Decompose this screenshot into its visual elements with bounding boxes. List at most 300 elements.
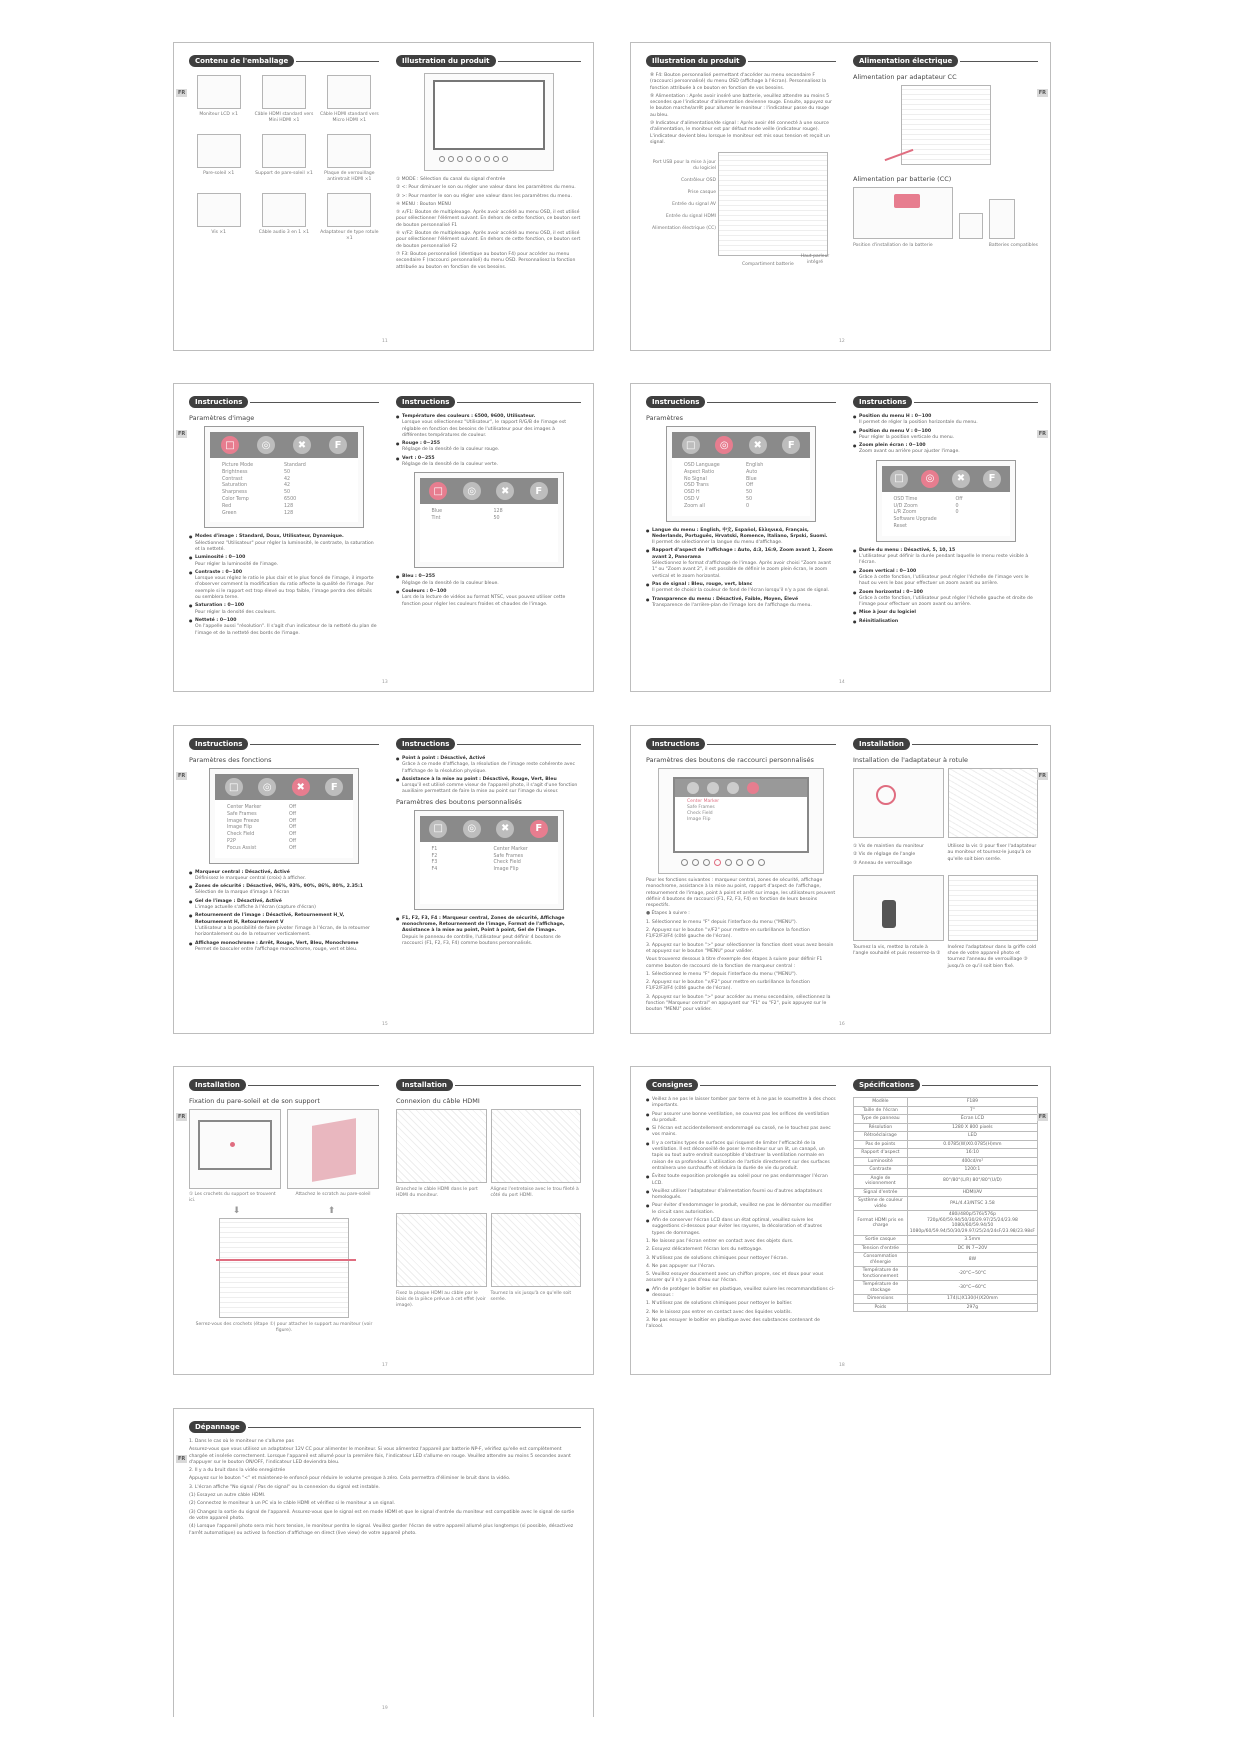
spec-row [854,1106,1038,1115]
picture-tab-icon: □ [221,436,239,454]
spec-row [854,1166,1038,1175]
safety-item: 1. Ne laissez pas l'écran entrer en contact avec des objets durs. [646,1238,794,1244]
package-item [320,134,379,183]
hdmi-caption-1: Branchez le câble HDMI dans le port HDMI du moniteur. [396,1187,478,1198]
list-item [853,610,1038,616]
page-16 [630,725,1051,1034]
list-item [396,414,581,439]
settings-tab-icon: ◎ [921,470,939,488]
osd-row [227,832,341,839]
section-title: Instructions [646,738,705,750]
page-number: 19 [382,1706,388,1711]
section-title: Installation [853,738,910,750]
mini-osd-row: Image Flip [687,817,711,822]
spec-value: 1200:1 [907,1166,1037,1175]
osd-row-value: English [746,463,764,468]
osd-row-key: L/R Zoom [893,510,917,516]
package-item-label: Plaque de verrouillage antiretrait HDMI ×1 [324,171,375,182]
arrow-down-icon: ⬇ [232,1206,241,1216]
settings-tab-icon: ◎ [463,482,481,500]
language-tag: FR [178,1114,186,1120]
package-item-drawing [197,193,241,227]
item-heading: Durée du menu : Désactivé, 5, 10, 15 [859,547,956,553]
function-tab-icon: F [983,470,1001,488]
osd-row [684,497,798,504]
osd-row [432,854,546,861]
osd-row [222,470,346,477]
spec-row [854,1188,1038,1197]
section-header [189,55,379,67]
osd-row-value: 0 [746,503,750,509]
osd-row [227,846,341,853]
settings-tab-icon: ◎ [463,820,481,838]
item-heading: Position du menu V : 0~100 [859,428,932,434]
shortcut-steps [646,878,836,1014]
section-title: Contenu de l'emballage [189,55,294,67]
specifications-table [853,1097,1038,1312]
osd-row-key: Center Marker [227,805,262,810]
paragraph: 1. Dans le cas où le moniteur ne s'allume pas [189,1439,294,1444]
osd-row [222,490,346,497]
osd-row-key: Image Freeze [227,818,260,824]
tools-tab-icon: ✖ [952,470,970,488]
list-item [853,548,1038,567]
language-tag: FR [1038,431,1046,437]
osd-row-key: Aspect Ratio [684,469,715,475]
safety-list [646,1097,836,1331]
page-number: 16 [839,1022,845,1027]
dc-adapter-drawing [901,85,991,165]
sunshade-caption-1: ① Les crochets du support se trouvent ici. [189,1192,276,1203]
spec-value: LED [907,1132,1037,1141]
item-heading: Gel de l'image : Désactivé, Activé [195,898,282,904]
mount-caption-4: Utilisez la vis ① pour fixer l'adaptateur au moniteur et tournez-le jusqu'à ce qu'elle soit bien serrée. [947,844,1037,862]
package-item [189,75,248,124]
list-item [189,603,379,616]
language-tag: FR [178,773,186,779]
osd-function-menu [209,768,359,864]
osd-row-value: 42 [284,476,291,482]
package-item [189,134,248,183]
item-text: Définissez le marqueur central (croix) à afficher. [195,875,306,881]
osd-row [684,470,798,477]
mount-caption-5: Tournez la vis, mettez la rotule à l'angle souhaité et puis resserrez-la ② [853,944,941,957]
item-heading: Pas de signal : Bleu, rouge, vert, blanc [652,581,753,587]
osd-row [894,517,998,524]
osd-row-value: 42 [284,483,291,489]
section-title: Instructions [189,396,248,408]
item-text: L'image actuelle s'affiche à l'écran (capture d'écran) [195,905,316,911]
osd-body [210,458,358,522]
page-13 [173,383,594,692]
osd-row [222,504,346,511]
spec-key: Rétroéclairage [854,1132,908,1141]
item-heading: Transparence du menu : Désactivé, Faible, Moyen, Élevé [652,596,799,602]
package-item-label: Câble HDMI standard vers Mini HDMI ×1 [254,112,314,123]
item-text: Pour régler la position verticale du menu. [859,434,955,440]
osd-row-value: Check Field [493,860,521,866]
osd-row-value: 50 [284,490,291,496]
page-number: 13 [382,680,388,685]
settings-list-3 [853,548,1038,625]
item-text: Transparence de l'arrière-plan de l'image lors de l'affichage du menu. [652,602,812,608]
safety-item: 1. N'utilisez pas de solutions chimiques pour nettoyer le boîtier. [646,1301,793,1307]
safety-item: ● Si l'écran est accidentellement endommagé ou cassé, ne le touchez pas avec vos mains. [646,1126,836,1139]
compatible-battery-1 [959,213,983,239]
dc-power-title: Alimentation par adaptateur CC [853,73,957,81]
language-tag: FR [178,431,186,437]
safety-item: ● Évitez toute exposition prolongée au soleil pour ne pas endommager l'écran LCD. [646,1174,836,1187]
osd-row-value: Auto [746,469,758,475]
osd-row-value: Off [289,845,297,851]
page-12 [630,42,1051,351]
list-item [189,941,379,954]
package-item-label: Pare-soleil ×1 [203,171,235,176]
list-item [189,618,379,637]
item-text: L'utilisateur a la possibilité de faire pivoter l'image à l'écran, de la retourner horizontalement ou de la retourner verticalement. [195,925,370,938]
osd-row-key: Tint [431,516,441,522]
spec-key: Température de stockage [854,1281,908,1295]
spec-key: Tension d'entrée [854,1244,908,1253]
spec-row [854,1157,1038,1166]
item-text: Grâce à cette fonction, l'utilisateur peut régler l'échelle gauche et droite de l'image pour effectuer un zoom avant ou arrière. [859,595,1033,608]
battery-drawings [853,187,1038,239]
page-19 [173,1408,594,1717]
spec-value: -20°C~50°C [907,1267,1037,1281]
spec-value: DC IN 7~20V [907,1244,1037,1253]
paragraph: 1. Sélectionnez le menu "F" depuis l'interface du menu ("MENU"). [646,919,798,925]
battery-compartment-label: Compartiment batterie [742,262,794,268]
hdmi-caption-2: Alignez l'entretoise avec le trou fileté à côté du port HDMI. [490,1187,579,1198]
tools-tab-icon: ✖ [749,436,767,454]
spec-row [854,1281,1038,1295]
page-number: 15 [382,1022,388,1027]
osd-row-key: Check Field [227,832,255,838]
osd-row-key: Zoom all [684,503,705,509]
paragraph: ● Étapes à suivre : [646,911,690,917]
paragraph: (4) Lorsque l'appareil photo sera mis hors tension, le moniteur perdra le signal. Veuillez garder l'écran de votre appareil allumé plus longtemps (si possible, désactivez l'arrêt automatique) ou activez la fonction d'affichage en direct (live view) de votre appareil photo. [189,1524,574,1536]
paragraph: ⑩ Indicateur d'alimentation/de signal : Après avoir été connecté à une source d'alimentation, le moniteur est par défaut mode veille (indicateur rouge). L'indicateur devient bleu lorsque le moniteur est mis sous tension et reçoit un signal. [650,121,830,145]
osd-row-key: F3 [431,860,438,866]
osd-row-key: Image Flip [227,825,253,831]
mount-caption-2: ② Vis de réglage de l'angle [853,852,916,858]
mount-caption-6: Insérez l'adaptateur dans la griffe cold shoe de votre appareil photo et tournez l'anneau de verrouillage ③ jusqu'à ce qu'il soit bien fixé. [947,944,1037,969]
settings-list [646,528,836,610]
language-tag: FR [178,1456,186,1462]
item-heading: F1, F2, F3, F4 : Marqueur central, Zones de sécurité, Affichage monochrome, Retournement de l'image, Format de l'affichage, Assistance à la mise au point, Point à point, Gel de l'image. [402,915,565,934]
item-heading: Zones de sécurité : Désactivé, 96%, 93%, 90%, 86%, 80%, 2.35:1 [195,884,364,890]
osd-body [420,504,558,562]
section-title: Instructions [396,396,455,408]
mini-osd-row: Check Field [687,811,713,816]
spec-value: HDMI/AV [907,1188,1037,1197]
page-number: 11 [382,339,388,344]
spec-row [854,1174,1038,1188]
package-item-drawing [262,75,306,109]
button-description-list [396,177,581,271]
image-params-list-3 [396,574,581,607]
osd-row-key: F1 [431,846,438,852]
package-item [320,75,379,124]
safety-item: ● Veillez à ne pas le laisser tomber par terre et à ne pas le soumettre à des chocs importants. [646,1097,836,1110]
monitor-assembled-drawing [219,1218,349,1318]
item-text: Depuis le panneau de contrôle, l'utilisateur peut définir 4 boutons de raccourci (F1, F2, F3, F4) comme boutons personnalisés. [402,934,561,946]
spec-row [854,1244,1038,1253]
item-heading: Point à point : Désactivé, Activé [402,756,486,761]
page-11 [173,42,594,351]
spec-value: 16:10 [907,1149,1037,1158]
page-18 [630,1066,1051,1375]
osd-row-value: Image Flip [493,867,519,873]
spec-row [854,1267,1038,1281]
osd-image-menu [204,426,364,528]
osd-row-key: Red [222,503,232,509]
list-item [853,569,1038,588]
function-list [189,870,379,954]
paragraph: 2. Appuyez sur le bouton "∨/F2" pour mettre en surbrillance la fonction F1/F2/F3/F4 (côté gauche de l'écran). [646,928,810,940]
safety-item: 4. Ne pas appuyer sur l'écran. [646,1263,716,1269]
paragraph: ⑥ ∨/F2: Bouton de multiplexage. Après avoir accédé au menu OSD, il est utilisé pour sélectionner l'élément suivant. En dehors de cette fonction, ce bouton sert de bouton personnalisé F2 [396,231,581,249]
list-item [189,884,379,897]
item-heading: Rapport d'aspect de l'affichage : Auto, 4:3, 16:9, Zoom avant 1, Zoom avant 2, Panorama [652,548,833,560]
osd-row-key: Reset [893,523,907,529]
item-heading: Zoom plein écran : 0~100 [859,443,926,449]
spec-key: Dimensions [854,1295,908,1304]
osd-row-value: Safe Frames [493,853,524,859]
mount-title: Installation de l'adaptateur à rotule [853,756,969,764]
section-title: Dépannage [189,1421,246,1433]
osd-row-value: Off [746,483,754,489]
osd-body [420,842,558,904]
spec-value: 8W [907,1253,1037,1267]
osd-row-key: Sharpness [222,490,248,496]
hdmi-title: Connexion du câble HDMI [396,1097,480,1105]
hdmi-caption-4: Tournez la vis jusqu'à ce qu'elle soit serrée. [490,1291,572,1302]
item-text: Pour régler la densité des couleurs. [195,609,277,615]
paragraph: ③ >: Pour monter le son ou régler une valeur dans les paramètres du menu. [396,193,572,199]
spec-value: PAL/4.43/NTSC 3.58 [907,1197,1037,1211]
tools-tab-icon: ✖ [496,482,514,500]
item-heading: Assistance à la mise au point : Désactivé, Rouge, Vert, Bleu [402,776,557,782]
settings-list-2 [853,414,1038,456]
osd-row-key: Focus Assist [227,845,257,851]
list-item [646,548,836,579]
osd-row [684,490,798,497]
spec-key: Contraste [854,1166,908,1175]
list-item [396,589,581,608]
mount-steps [853,768,1038,972]
power-indicator-notes [646,73,836,146]
osd-row-value: Off [289,805,297,810]
custom-buttons-title: Paramètres des boutons personnalisés [396,797,522,806]
item-text: Il permet de choisir la couleur de fond de l'écran lorsqu'il n'y a pas de signal. [652,588,830,594]
osd-row-key: Contrast [222,476,243,482]
list-item [646,597,836,610]
image-params-list [189,534,379,636]
mini-osd-row: Safe Frames [687,805,715,810]
settings-tab-icon: ◎ [715,436,733,454]
paragraph: (3) Changez la sortie du signal de l'appareil. Assurez-vous que le signal est en mode HDMI et que le signal d'entrée du moniteur est compatible avec le signal de sortie de votre appareil photo. [189,1509,575,1521]
monitor-mount-drawing [948,768,1039,838]
section-header [853,55,1038,67]
paragraph: ⑦ F3: Bouton personnalisé (identique au bouton F4) pour accéder au menu secondaire F (raccourci personnalisé) du menu OSD. Personnalisez la fonction attribuée au bouton en fonction de vos besoins. [396,251,576,270]
spec-row [854,1236,1038,1245]
hdmi-step1-drawing [396,1109,487,1183]
item-text: Lorsqu'il est utilisé comme viseur de l'appareil photo, il s'agit d'une fonction auxiliaire permettant de faire la mise au point sur l'image du viseur. [402,783,578,795]
list-item [396,456,581,469]
item-heading: Réinitialisation [859,618,899,624]
spec-value: 480i/480p/576i/576p 720p/60/59.94/50/30/29.97/25/24/23.98 1080i/60/59.94/50 1080p/60/59.94/50/30/29.97/25/24/24sF/23.98/23.98sF [907,1211,1037,1236]
item-text: Lorsque vous sélectionnez "Utilisateur", le rapport R/G/B de l'image est réglable en fonction des besoins de l'utilisateur pour des images à différentes températures de couleur. [402,420,567,438]
safety-item: ● Veuillez utiliser l'adaptateur d'alimentation fourni ou d'autres adaptateurs homologués. [646,1189,836,1202]
section-title: Alimentation électrique [853,55,958,67]
osd-row-key: OSD V [684,496,700,502]
spec-value: 7" [907,1106,1037,1115]
osd-body [672,458,810,516]
package-item-label: Moniteur LCD ×1 [199,112,238,117]
spec-key: Taille de l'écran [854,1106,908,1115]
paragraph: ⑧ F4: Bouton personnalisé permettant d'accéder au menu secondaire F (raccourci personnalisé) du menu OSD (affichage à l'écran). Personnalisez la fonction attribuée à ce bouton en fonction de vos besoins. [650,73,827,91]
angle-adjust-drawing [853,875,944,941]
item-text: L'utilisateur peut définir la durée pendant laquelle le menu reste visible à l'écran. [859,554,1029,566]
item-text: Grâce à cette fonction, l'utilisateur peut régler l'échelle de l'image vers le haut ou vers le bas pour effectuer un zoom avant ou arrière. [859,574,1029,587]
safety-item: ● Pour éviter d'endommager le produit, veuillez ne pas le démonter ou modifier le circuit sans autorisation. [646,1203,836,1216]
spec-row [854,1098,1038,1107]
spec-row [854,1295,1038,1304]
osd-row-value: Off [955,496,963,502]
language-tag: FR [178,90,186,96]
function-params-title: Paramètres des fonctions [189,756,272,764]
params-title: Paramètres [646,414,684,422]
section-title: Illustration du produit [396,55,496,67]
spec-key: Consommation d'énergie [854,1253,908,1267]
osd-row-key: F4 [431,867,438,873]
page-number: 17 [382,1363,388,1368]
osd-row-key: Software Upgrade [893,517,937,523]
item-text: Réglage de la densité de la couleur verte. [402,462,499,468]
item-heading: Affichage monochrome : Arrêt, Rouge, Vert, Bleu, Monochrome [195,940,359,946]
spec-value: 1280 X 800 pixels [907,1123,1037,1132]
item-text: Il permet de sélectionner la langue du menu d'affichage. [652,540,783,546]
spec-value: 174(L)X130(H)X20mm [907,1295,1037,1304]
list-item [646,528,836,547]
safety-item: ● Pour assurer une bonne ventilation, ne couvrez pas les orifices de ventilation du produit. [646,1112,836,1125]
back-panel-label: Prise casque [687,190,716,196]
item-text: Lors de la lecture de vidéos au format NTSC, vous pouvez utiliser cette fonction pour régler les couleurs froides et chaudes de l'image. [402,595,566,607]
item-text: Lorsque vous réglez le ratio le plus clair et le plus foncé de l'image, il importe d'observer comment la modification du ratio affecte la qualité de l'image. Par exemple si le rapport est trop élevé ou trop faible, l'image perdra des détails ou semblera terne. [195,576,374,601]
package-item-drawing [262,134,306,168]
osd-row [894,497,998,504]
osd-row-value: Off [289,825,297,831]
arrow-up-icon: ⬆ [327,1206,336,1216]
back-panel-label: Entrée du signal AV [672,202,716,208]
mount-caption-1: ① Vis de maintien du moniteur [853,844,924,849]
osd-row-value: Off [289,818,297,824]
sunshade-drawing [287,1109,379,1189]
package-item-label: Support de pare-soleil ×1 [255,171,313,176]
sunshade-caption-3: Serrez-vous des crochets (étape ①) pour attacher le support au moniteur (voir figure). [195,1322,373,1333]
list-item [853,590,1038,609]
paragraph: Assurez-vous que vous utilisez un adaptateur 12V CC pour alimenter le moniteur. Si vous alimentez l'appareil par batterie NP-F, vérifiez qu'elle est complètement chargée et insérée correctement. Lorsque l'appareil est allumé pour la première fois, l'indicateur LED s'allume en rouge. Veuillez attendre au moins 5 secondes avant d'appuyer sur le bouton ON/OFF, l'indicateur LED deviendra bleu. [189,1447,571,1465]
paragraph: 2. Appuyez sur le bouton "∨/F2" pour mettre en surbrillance la fonction F1/F2/F3/F4 (côté gauche de l'écran). [646,980,810,992]
osd-tab-bar [210,432,358,458]
list-item [853,429,1038,442]
built-in-speaker-label: Haut-parleur intégré [800,254,830,266]
item-text: Permet de basculer entre l'affichage monochrome, rouge, vert et bleu. [195,946,358,952]
safety-item: 2. Ne le laissez pas entrer en contact avec des liquides volatils. [646,1309,792,1315]
item-heading: Saturation : 0~100 [195,603,245,609]
osd-row [432,516,546,523]
package-item-drawing [327,193,371,227]
monitor-back-drawing [718,152,828,256]
osd-row [432,860,546,867]
section-header [396,55,581,67]
osd-row-value: 0 [955,510,959,516]
spec-row [854,1253,1038,1267]
spec-row [854,1132,1038,1141]
section-title: Instructions [646,396,705,408]
section-title: Illustration du produit [646,55,746,67]
package-item-drawing [327,134,371,168]
function-list-2 [396,756,581,796]
item-heading: Netteté : 0~100 [195,617,237,623]
spec-key: Angle de visionnement [854,1174,908,1188]
osd-row-value: Off [289,838,297,844]
item-heading: Température des couleurs : 6500, 9600, Utilisateur. [402,414,536,419]
item-heading: Retournement de l'image : Désactivé, Retournement H_V, Retournement H, Retournement V [195,913,345,925]
list-item [189,570,379,601]
osd-row [227,812,341,819]
osd-row [227,805,341,812]
monitor-front-drawing [424,73,554,171]
safety-item: ● Afin de conserver l'écran LCD dans un état optimal, veuillez suivre les suggestions ci-dessous pour éviter les rayures, la décoloration et d'autres types de dommages. [646,1218,836,1237]
troubleshooting-text [189,1439,581,1537]
osd-row-value: 128 [284,510,294,516]
section-title: Installation [189,1079,246,1091]
sunshade-title: Fixation du pare-soleil et de son support [189,1097,320,1105]
hdmi-step3-drawing [396,1213,487,1287]
item-text: Sélection de la marque d'image à l'écran [195,890,290,896]
safety-item: 2. Essuyez délicatement l'écran lors du nettoyage. [646,1247,763,1253]
spec-value: 400cd/m² [907,1157,1037,1166]
osd-row [684,483,798,490]
osd-row-value: 50 [493,516,500,522]
spec-key: Modèle [854,1098,908,1107]
paragraph: Appuyez sur le bouton "<" et maintenez-le enfoncé pour réduire le volume presque à zéro. Cela permettra d'éliminer le bruit dans la vidéo. [189,1476,511,1482]
list-item [189,899,379,912]
ball-head-drawing [853,768,944,838]
spec-value: 0.0785(W)X0.0785(H)mm [907,1140,1037,1149]
safety-item: 3. N'utilisez pas de solutions chimiques pour nettoyer l'écran. [646,1255,788,1261]
osd-row [222,511,346,518]
function-tab-icon: F [325,778,343,796]
osd-color-menu [414,472,564,568]
item-text: Il permet de régler la position horizontale du menu. [859,420,978,426]
section-title: Instructions [189,738,248,750]
back-panel-label: Port USB pour la mise à jour du logiciel [652,160,716,172]
package-item-drawing [197,75,241,109]
osd-row [432,847,546,854]
osd-row-value: 128 [493,509,503,515]
package-item [254,75,313,124]
section-title: Consignes [646,1079,698,1091]
camera-mount-drawing [948,875,1039,941]
function-tab-icon: F [329,436,347,454]
osd-row-key: F2 [431,853,438,859]
osd-row-key: OSD Language [684,463,720,468]
package-item-label: Câble audio 3 en 1 ×1 [258,230,310,235]
osd-custom-menu [414,810,564,910]
